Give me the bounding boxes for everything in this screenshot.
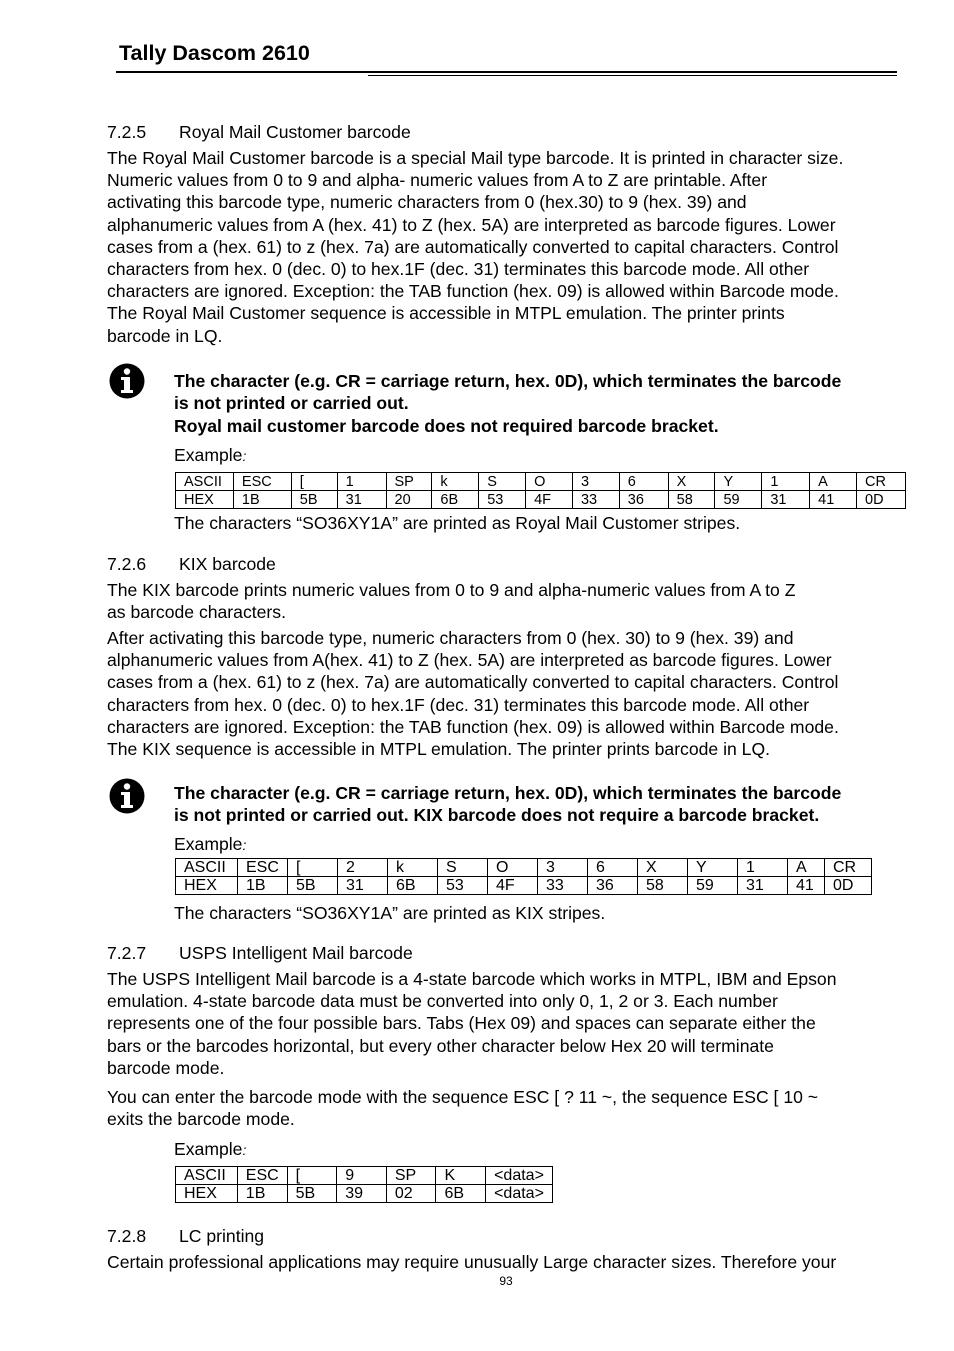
table-cell: K bbox=[436, 1167, 486, 1185]
note-line: Royal mail customer barcode does not required barcode bracket. bbox=[174, 415, 719, 436]
text-line: The USPS Intelligent Mail barcode is a 4-state barcode which works in MTPL, IBM and Epson bbox=[107, 969, 837, 989]
table-cell: O bbox=[526, 473, 573, 491]
section-title: LC printing bbox=[179, 1226, 265, 1246]
table-cell: 58 bbox=[638, 877, 688, 895]
info-icon bbox=[109, 363, 145, 399]
table-caption: The characters “SO36XY1A” are printed as Royal Mail Customer stripes. bbox=[174, 513, 741, 533]
table-cell: ESC bbox=[233, 473, 291, 491]
table-cell: X bbox=[668, 473, 715, 491]
table-cell: 36 bbox=[588, 877, 638, 895]
table-cell: Y bbox=[688, 859, 738, 877]
code-table-kix bbox=[175, 858, 872, 895]
table-cell: [ bbox=[288, 859, 338, 877]
text-line: barcode mode. bbox=[107, 1057, 225, 1078]
table-cell: O bbox=[488, 859, 538, 877]
table-cell: 59 bbox=[688, 877, 738, 895]
example-colon: : bbox=[242, 448, 247, 464]
table-cell: SP bbox=[386, 1167, 436, 1185]
table-cell: 02 bbox=[386, 1185, 436, 1203]
table-cell: ESC bbox=[238, 859, 288, 877]
table-cell: 6 bbox=[588, 859, 638, 877]
table-cell: 4F bbox=[526, 491, 573, 509]
text-line: characters from hex. 0 (dec. 0) to hex.1F (dec. 31) terminates this barcode mode. All other bbox=[107, 258, 810, 279]
text-line: Numeric values from 0 to 9 and alpha- numeric values from A to Z are printable. After bbox=[107, 170, 768, 191]
page-header-title: Tally Dascom 2610 bbox=[119, 41, 310, 65]
table-caption: The characters “SO36XY1A” are printed as KIX stripes. bbox=[174, 903, 606, 923]
text-line: emulation. 4-state barcode data must be converted into only 0, 1, 2 or 3. Each number bbox=[107, 991, 778, 1012]
table-cell: 31 bbox=[337, 491, 386, 509]
example-label bbox=[174, 833, 246, 856]
table-cell: HEX bbox=[176, 491, 234, 509]
paragraph-royal-mail bbox=[107, 147, 917, 347]
section-title: Royal Mail Customer barcode bbox=[179, 122, 411, 142]
text-line: represents one of the four possible bars. Tabs (Hex 09) and spaces can separate either the bbox=[107, 1013, 816, 1034]
table-cell: 53 bbox=[479, 491, 526, 509]
table-cell: 1B bbox=[237, 1185, 287, 1203]
table-cell: 31 bbox=[738, 877, 788, 895]
table-cell: ESC bbox=[237, 1167, 287, 1185]
header-rule bbox=[116, 71, 897, 73]
note-line: The character (e.g. CR = carriage return, hex. 0D), which terminates the barcode bbox=[174, 371, 842, 391]
text-line: bars or the barcodes horizontal, but every other character below Hex 20 will terminate bbox=[107, 1035, 774, 1056]
table-row-hex bbox=[176, 1185, 553, 1203]
table-cell: HEX bbox=[176, 1185, 238, 1203]
text-line: activating this barcode type, numeric characters from 0 (hex.30) to 9 (hex. 39) and bbox=[107, 192, 747, 213]
table-cell: 5B bbox=[287, 1185, 337, 1203]
text-line: The Royal Mail Customer sequence is accessible in MTPL emulation. The printer prints bbox=[107, 303, 785, 324]
example-label bbox=[174, 444, 246, 467]
paragraph-lc-printing bbox=[107, 1251, 917, 1273]
text-line: cases from a (hex. 61) to z (hex. 7a) are automatically converted to capital characters. Control bbox=[107, 672, 839, 693]
table-cell: 33 bbox=[538, 877, 588, 895]
table-cell: 6B bbox=[432, 491, 479, 509]
table-cell: 5B bbox=[291, 491, 337, 509]
section-title: KIX barcode bbox=[179, 554, 276, 574]
table-cell: [ bbox=[291, 473, 337, 491]
table-cell: 6B bbox=[388, 877, 438, 895]
text-line: cases from a (hex. 61) to z (hex. 7a) are automatically converted to capital characters. Control bbox=[107, 236, 839, 257]
table-cell: 53 bbox=[438, 877, 488, 895]
table-cell: 41 bbox=[810, 491, 857, 509]
text-line: Certain professional applications may require unusually Large character sizes. Therefore your bbox=[107, 1252, 837, 1272]
table-row-ascii bbox=[176, 473, 906, 491]
code-table-usps bbox=[175, 1166, 553, 1203]
table-cell: X bbox=[638, 859, 688, 877]
note-line: The character (e.g. CR = carriage return, hex. 0D), which terminates the barcode bbox=[174, 783, 842, 803]
table-cell: k bbox=[432, 473, 479, 491]
table-cell: ASCII bbox=[176, 1167, 238, 1185]
info-icon bbox=[109, 778, 145, 814]
table-cell: 33 bbox=[572, 491, 619, 509]
section-heading-7-2-6 bbox=[107, 553, 276, 575]
table-cell: 5B bbox=[288, 877, 338, 895]
section-heading-7-2-8 bbox=[107, 1225, 264, 1247]
table-cell: 9 bbox=[337, 1167, 387, 1185]
section-number: 7.2.8 bbox=[107, 1226, 147, 1246]
text-line: characters from hex. 0 (dec. 0) to hex.1F (dec. 31) terminates this barcode mode. All other bbox=[107, 694, 810, 715]
text-line: exits the barcode mode. bbox=[107, 1109, 295, 1130]
table-cell: 1B bbox=[238, 877, 288, 895]
code-table-royal-mail bbox=[175, 472, 906, 509]
paragraph-kix bbox=[107, 627, 917, 760]
text-line: as barcode characters. bbox=[107, 602, 286, 623]
table-cell: <data> bbox=[486, 1167, 553, 1185]
table-cell: k bbox=[388, 859, 438, 877]
example-text: Example bbox=[174, 834, 243, 854]
table-cell: 59 bbox=[715, 491, 762, 509]
example-colon: : bbox=[242, 837, 247, 853]
section-number: 7.2.5 bbox=[107, 122, 147, 142]
table-cell: A bbox=[810, 473, 857, 491]
table-cell: ASCII bbox=[176, 473, 234, 491]
section-number: 7.2.6 bbox=[107, 554, 147, 574]
table-cell: CR bbox=[857, 473, 906, 491]
table-cell: 6 bbox=[619, 473, 668, 491]
paragraph-usps-mode bbox=[107, 1086, 917, 1130]
table-cell: S bbox=[438, 859, 488, 877]
table-cell: 1 bbox=[337, 473, 386, 491]
table-cell: [ bbox=[287, 1167, 337, 1185]
page-number: 93 bbox=[499, 1274, 513, 1288]
table-cell: 3 bbox=[538, 859, 588, 877]
paragraph-kix-intro bbox=[107, 579, 917, 623]
section-heading-7-2-5 bbox=[107, 121, 411, 143]
text-line: barcode in LQ. bbox=[107, 325, 223, 346]
note-line: is not printed or carried out. bbox=[174, 393, 409, 414]
example-label bbox=[174, 1138, 246, 1161]
section-number: 7.2.7 bbox=[107, 943, 147, 963]
paragraph-usps bbox=[107, 968, 917, 1079]
table-cell: 20 bbox=[386, 491, 432, 509]
table-row-hex bbox=[176, 877, 872, 895]
table-cell: 1 bbox=[762, 473, 810, 491]
example-text: Example bbox=[174, 1139, 243, 1159]
table-cell: HEX bbox=[176, 877, 238, 895]
table-row-ascii bbox=[176, 1167, 553, 1185]
note-kix bbox=[174, 782, 841, 827]
table-cell: ASCII bbox=[176, 859, 238, 877]
table-row-hex bbox=[176, 491, 906, 509]
table-cell: A bbox=[788, 859, 825, 877]
text-line: The Royal Mail Customer barcode is a special Mail type barcode. It is printed in character size. bbox=[107, 148, 844, 168]
example-text: Example bbox=[174, 445, 243, 465]
example-colon: : bbox=[242, 1142, 247, 1158]
text-line: The KIX barcode prints numeric values from 0 to 9 and alpha-numeric values from A to Z bbox=[107, 580, 796, 600]
text-line: The KIX sequence is accessible in MTPL emulation. The printer prints barcode in LQ. bbox=[107, 738, 771, 759]
table-cell: 1 bbox=[738, 859, 788, 877]
table-cell: 58 bbox=[668, 491, 715, 509]
text-line: characters are ignored. Exception: the TAB function (hex. 09) is allowed within Barcode mode. bbox=[107, 281, 839, 302]
table-cell: 39 bbox=[337, 1185, 387, 1203]
table-cell: 2 bbox=[338, 859, 388, 877]
table-cell: S bbox=[479, 473, 526, 491]
text-line: characters are ignored. Exception: the TAB function (hex. 09) is allowed within Barcode mode. bbox=[107, 716, 839, 737]
header-rule-thin bbox=[368, 75, 897, 76]
table-cell: 3 bbox=[572, 473, 619, 491]
table-cell: Y bbox=[715, 473, 762, 491]
text-line: You can enter the barcode mode with the sequence ESC [ ? 11 ~, the sequence ESC [ 10 ~ bbox=[107, 1087, 819, 1107]
text-line: alphanumeric values from A(hex. 41) to Z (hex. 5A) are interpreted as barcode figures. Lower bbox=[107, 650, 832, 671]
table-cell: 6B bbox=[436, 1185, 486, 1203]
table-cell: 31 bbox=[338, 877, 388, 895]
note-royal-mail bbox=[174, 370, 841, 437]
section-title: USPS Intelligent Mail barcode bbox=[179, 943, 413, 963]
table-cell: <data> bbox=[486, 1185, 553, 1203]
table-cell: 41 bbox=[788, 877, 825, 895]
table-cell: SP bbox=[386, 473, 432, 491]
section-heading-7-2-7 bbox=[107, 942, 413, 964]
table-cell: CR bbox=[825, 859, 872, 877]
table-cell: 36 bbox=[619, 491, 668, 509]
table-cell: 0D bbox=[857, 491, 906, 509]
table-cell: 1B bbox=[233, 491, 291, 509]
text-line: alphanumeric values from A (hex. 41) to Z (hex. 5A) are interpreted as barcode figures. Lower bbox=[107, 214, 836, 235]
table-cell: 31 bbox=[762, 491, 810, 509]
table-cell: 4F bbox=[488, 877, 538, 895]
table-row-ascii bbox=[176, 859, 872, 877]
note-line: is not printed or carried out. KIX barcode does not require a barcode bracket. bbox=[174, 805, 820, 826]
text-line: After activating this barcode type, numeric characters from 0 (hex. 30) to 9 (hex. 39) and bbox=[107, 628, 794, 648]
table-cell: 0D bbox=[825, 877, 872, 895]
